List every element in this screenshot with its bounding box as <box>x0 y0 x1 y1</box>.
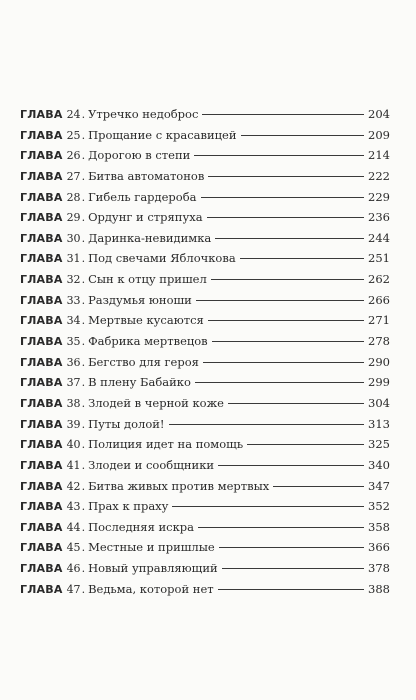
chapter-number: 32 <box>66 273 81 287</box>
chapter-title: Сын к отцу пришел <box>88 272 207 287</box>
chapter-number: 47 <box>66 582 81 596</box>
chapter-title: Под свечами Яблочкова <box>88 251 236 266</box>
page-number: 204 <box>368 107 390 121</box>
page-number: 299 <box>368 375 390 390</box>
dot-leader <box>218 589 364 590</box>
page-number: 290 <box>368 354 390 369</box>
chapter-dot: . <box>81 211 86 225</box>
chapter-dot: . <box>81 520 86 534</box>
chapter-title: Полиция идет на помощь <box>88 437 244 452</box>
toc-entry-28 <box>20 187 390 208</box>
page-number: 271 <box>368 313 390 328</box>
chapter-title: Битва живых против мертвых <box>88 478 270 493</box>
chapter-label: ГЛАВА <box>20 562 63 576</box>
chapter-label: ГЛАВА <box>20 541 63 555</box>
chapter-number: 30 <box>66 231 81 245</box>
page-number: 236 <box>368 210 390 225</box>
page-number: 304 <box>368 395 390 410</box>
chapter-title: Прощание с красавицей <box>88 127 237 142</box>
toc-entry-41 <box>20 455 390 476</box>
page-number: 378 <box>368 561 390 576</box>
chapter-label: ГЛАВА <box>20 108 63 121</box>
dot-leader <box>201 197 365 198</box>
chapter-title: Бегство для героя <box>88 354 199 369</box>
chapter-title: Новый управляющий <box>88 561 218 576</box>
chapter-label: ГЛАВА <box>20 293 63 307</box>
chapter-dot: . <box>81 335 86 349</box>
chapter-label: ГЛАВА <box>20 231 63 245</box>
page-number: 340 <box>368 457 390 472</box>
toc-entry-33 <box>20 290 390 311</box>
page-number: 222 <box>368 168 390 183</box>
toc-entry-29 <box>20 207 390 228</box>
page-number: 366 <box>368 540 390 555</box>
dot-leader <box>208 176 364 177</box>
chapter-label: ГЛАВА <box>20 376 63 390</box>
chapter-label: ГЛАВА <box>20 273 63 287</box>
chapter-number: 26 <box>66 149 81 163</box>
toc-entry-36 <box>20 352 390 373</box>
chapter-number: 36 <box>66 355 81 369</box>
toc-entry-27 <box>20 166 390 187</box>
dot-leader <box>215 238 364 239</box>
page-number: 325 <box>368 437 390 452</box>
page-number: 358 <box>368 519 390 534</box>
chapter-title: Гибель гардероба <box>88 189 197 204</box>
page-number: 244 <box>368 230 390 245</box>
chapter-number: 31 <box>66 252 81 266</box>
toc-entry-32 <box>20 269 390 290</box>
chapter-dot: . <box>81 252 86 266</box>
dot-leader <box>208 320 364 321</box>
chapter-number: 25 <box>66 128 81 142</box>
chapter-title: В плену Бабайко <box>88 375 191 390</box>
dot-leader <box>195 382 364 383</box>
chapter-label: ГЛАВА <box>20 500 63 514</box>
toc-entry-44 <box>20 517 390 538</box>
page-number: 352 <box>368 499 390 514</box>
chapter-title: Путы долой! <box>88 416 165 431</box>
chapter-label: ГЛАВА <box>20 211 63 225</box>
chapter-title: Мертвые кусаются <box>88 313 204 328</box>
chapter-number: 27 <box>66 169 81 183</box>
dot-leader <box>207 217 364 218</box>
dot-leader <box>241 135 364 136</box>
chapter-dot: . <box>81 541 86 555</box>
chapter-dot: . <box>81 458 86 472</box>
chapter-number: 42 <box>66 479 81 493</box>
chapter-dot: . <box>81 128 86 142</box>
chapter-number: 37 <box>66 376 81 390</box>
dot-leader <box>240 258 364 259</box>
toc-entry-37 <box>20 372 390 393</box>
page-number: 262 <box>368 272 390 287</box>
chapter-dot: . <box>81 355 86 369</box>
chapter-dot: . <box>81 396 86 410</box>
chapter-label: ГЛАВА <box>20 128 63 142</box>
toc-entry-46 <box>20 558 390 579</box>
chapter-label: ГЛАВА <box>20 314 63 328</box>
chapter-number: 41 <box>66 458 81 472</box>
page-number: 209 <box>368 127 390 142</box>
chapter-dot: . <box>81 231 86 245</box>
dot-leader <box>169 424 364 425</box>
toc-entry-38 <box>20 393 390 414</box>
dot-leader <box>172 506 364 507</box>
dot-leader <box>212 341 364 342</box>
dot-leader <box>203 362 364 363</box>
toc-entry-35 <box>20 331 390 352</box>
toc-entry-43 <box>20 496 390 517</box>
toc-entry-47 <box>20 579 390 600</box>
dot-leader <box>219 547 364 548</box>
page-number: 214 <box>368 148 390 163</box>
chapter-number: 39 <box>66 417 81 431</box>
chapter-dot: . <box>81 108 86 121</box>
chapter-title: Ведьма, которой нет <box>88 581 214 596</box>
chapter-title: Даринка-невидимка <box>88 230 212 245</box>
chapter-label: ГЛАВА <box>20 252 63 266</box>
chapter-dot: . <box>81 500 86 514</box>
chapter-dot: . <box>81 169 86 183</box>
chapter-label: ГЛАВА <box>20 396 63 410</box>
chapter-label: ГЛАВА <box>20 582 63 596</box>
chapter-title: Местные и пришлые <box>88 540 215 555</box>
page-number: 266 <box>368 292 390 307</box>
toc-entry-45 <box>20 537 390 558</box>
toc-entry-39 <box>20 414 390 435</box>
chapter-title: Битва автоматонов <box>88 168 205 183</box>
chapter-label: ГЛАВА <box>20 417 63 431</box>
chapter-number: 29 <box>66 211 81 225</box>
chapter-dot: . <box>81 149 86 163</box>
chapter-label: ГЛАВА <box>20 520 63 534</box>
toc-entry-25 <box>20 125 390 146</box>
dot-leader <box>194 155 364 156</box>
page-number: 313 <box>368 416 390 431</box>
dot-leader <box>202 114 364 115</box>
dot-leader <box>273 486 364 487</box>
chapter-label: ГЛАВА <box>20 355 63 369</box>
chapter-dot: . <box>81 293 86 307</box>
chapter-label: ГЛАВА <box>20 169 63 183</box>
dot-leader <box>196 300 364 301</box>
chapter-number: 34 <box>66 314 81 328</box>
chapter-dot: . <box>81 438 86 452</box>
chapter-dot: . <box>81 190 86 204</box>
chapter-dot: . <box>81 314 86 328</box>
chapter-number: 35 <box>66 335 81 349</box>
chapter-number: 43 <box>66 500 81 514</box>
chapter-number: 28 <box>66 190 81 204</box>
chapter-number: 46 <box>66 562 81 576</box>
toc-entry-34 <box>20 310 390 331</box>
chapter-number: 44 <box>66 520 81 534</box>
chapter-title: Фабрика мертвецов <box>88 334 208 349</box>
dot-leader <box>247 444 364 445</box>
toc-entry-30 <box>20 228 390 249</box>
chapter-label: ГЛАВА <box>20 438 63 452</box>
toc-entry-31 <box>20 248 390 269</box>
toc-entry-24 <box>20 104 390 125</box>
page-number: 347 <box>368 478 390 493</box>
chapter-title: Дорогою в степи <box>88 148 191 163</box>
page-number: 278 <box>368 334 390 349</box>
chapter-number: 38 <box>66 396 81 410</box>
page-number: 388 <box>368 581 390 596</box>
dot-leader <box>218 465 364 466</box>
chapter-number: 33 <box>66 293 81 307</box>
chapter-dot: . <box>81 562 86 576</box>
chapter-title: Злодей в черной коже <box>88 395 224 410</box>
chapter-label: ГЛАВА <box>20 190 63 204</box>
chapter-title: Последняя искра <box>88 519 194 534</box>
chapter-dot: . <box>81 376 86 390</box>
chapter-number: 45 <box>66 541 81 555</box>
table-of-contents <box>20 104 390 599</box>
dot-leader <box>222 568 364 569</box>
dot-leader <box>211 279 364 280</box>
page-number: 229 <box>368 189 390 204</box>
chapter-dot: . <box>81 582 86 596</box>
toc-entry-40 <box>20 434 390 455</box>
dot-leader <box>198 527 364 528</box>
chapter-title: Прах к праху <box>88 499 169 514</box>
dot-leader <box>228 403 364 404</box>
toc-entry-26 <box>20 145 390 166</box>
chapter-dot: . <box>81 479 86 493</box>
chapter-label: ГЛАВА <box>20 149 63 163</box>
chapter-title: Ордунг и стряпуха <box>88 210 203 225</box>
chapter-label: ГЛАВА <box>20 335 63 349</box>
toc-entry-42 <box>20 476 390 497</box>
chapter-number: 40 <box>66 438 81 452</box>
chapter-label: ГЛАВА <box>20 458 63 472</box>
chapter-title: Злодеи и сообщники <box>88 457 215 472</box>
chapter-dot: . <box>81 417 86 431</box>
chapter-dot: . <box>81 273 86 287</box>
page-number: 251 <box>368 251 390 266</box>
chapter-label: ГЛАВА <box>20 479 63 493</box>
chapter-number: 24 <box>66 108 81 121</box>
chapter-title: Утречко недоброс <box>88 107 199 121</box>
chapter-title: Раздумья юноши <box>88 292 192 307</box>
